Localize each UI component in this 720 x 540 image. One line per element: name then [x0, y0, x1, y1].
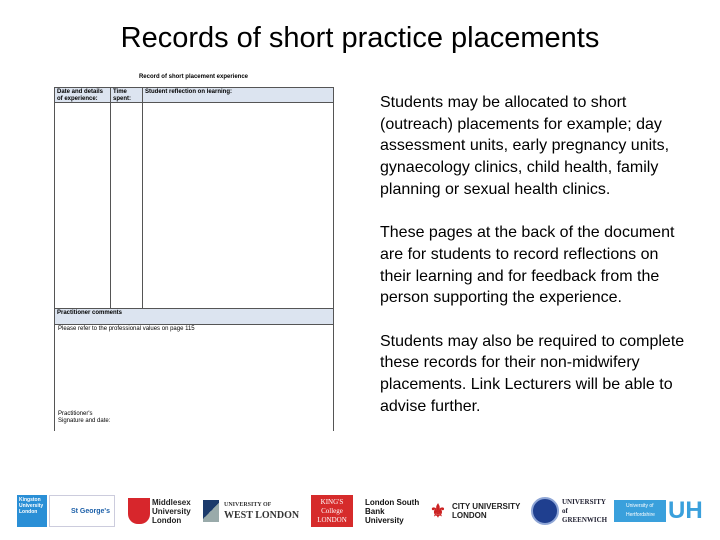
divider	[142, 88, 143, 309]
herts-logo: University of Hertfordshire	[614, 500, 666, 522]
middlesex-shield-icon	[128, 498, 150, 524]
city-crest-icon: ⚜	[429, 500, 447, 521]
university-logos	[0, 492, 720, 530]
stgeorges-logo: St George's	[49, 495, 115, 527]
col-time-spent: Time spent:	[113, 89, 131, 102]
divider	[110, 88, 111, 309]
paragraph: Students may be allocated to short (outreach) placements for example; day assessment units, early pregnancy units, gynaecology clinics, child health, family planning or sexual health clinics.	[380, 94, 670, 198]
practitioner-header: Practitioner comments	[57, 310, 123, 316]
uwl-emblem-icon	[203, 500, 219, 522]
slide-title: Records of short practice placements	[120, 22, 600, 54]
paragraph: These pages at the back of the document are for students to record reflections on their learning and for feedback from the person supporting the experience.	[380, 224, 675, 307]
middlesex-logo: Middlesex University London	[152, 497, 191, 525]
city-logo: CITY UNIVERSITY LONDON	[452, 502, 521, 520]
form-table	[54, 87, 334, 431]
placement-form-image	[54, 72, 333, 430]
col-date-details: Date and details of experience:	[57, 89, 104, 102]
kings-logo: KING'S College LONDON	[311, 495, 353, 527]
paragraph: Students may also be required to complete these records for their non-midwifery placements. Link Lecturers will be able to advise further.	[380, 332, 685, 415]
practitioner-header-row	[55, 308, 333, 325]
form-note: Please refer to the professional values on page 115	[58, 326, 195, 332]
col-reflection: Student reflection on learning:	[145, 89, 233, 95]
signature-label: Practitioner's Signature and date:	[58, 411, 111, 424]
lsbu-logo: London South Bank University	[365, 497, 420, 525]
greenwich-logo: UNIVERSITY of GREENWICH	[562, 497, 608, 524]
greenwich-crest-icon	[531, 497, 559, 525]
form-title: Record of short placement experience	[138, 74, 249, 80]
kingston-logo: Kingston University London	[17, 495, 47, 527]
body-text	[380, 92, 690, 439]
uwl-logo: WEST LONDON	[224, 510, 300, 521]
uh-logo: UH	[668, 497, 703, 524]
uwl-top: UNIVERSITY OF	[224, 502, 272, 508]
